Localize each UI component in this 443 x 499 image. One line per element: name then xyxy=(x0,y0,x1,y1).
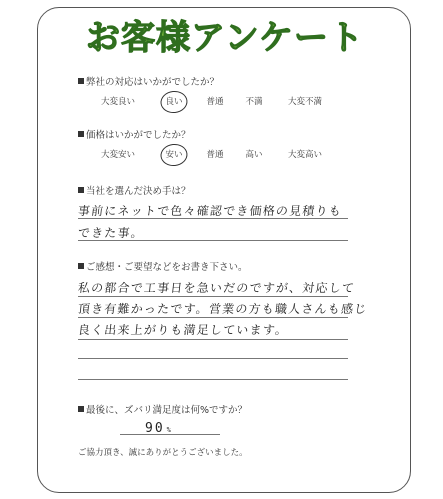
answer-rule xyxy=(78,240,348,241)
answer-rule xyxy=(78,358,348,359)
options-service xyxy=(78,93,358,111)
comment-line-1: 私の都合で工事日を急いだのですが、対応して xyxy=(77,281,356,295)
reason-line-1: 事前にネットで色々確認でき価格の見積りも xyxy=(77,204,343,218)
option-price-very-expensive[interactable]: 大変高い xyxy=(287,150,323,160)
answer-rule xyxy=(78,296,348,297)
question-satisfaction: 最後に、ズバリ満足度は何%ですか？ xyxy=(78,402,247,416)
option-service-very-dissatisfied[interactable]: 大変不満 xyxy=(287,97,323,107)
bullet-square-icon xyxy=(78,187,84,193)
answer-rule xyxy=(78,339,348,340)
answer-rule xyxy=(78,379,348,380)
option-service-average[interactable]: 普通 xyxy=(206,97,224,107)
reason-line-2: できた事。 xyxy=(77,226,145,240)
option-service-very-good[interactable]: 大変良い xyxy=(100,97,136,107)
satisfaction-rule xyxy=(120,434,220,435)
question-service: 弊社の対応はいかがでしたか？ xyxy=(78,74,219,88)
option-service-dissatisfied[interactable]: 不満 xyxy=(245,97,263,107)
comment-line-3: 良く出来上がりも満足しています。 xyxy=(77,323,289,337)
option-price-average[interactable]: 普通 xyxy=(206,150,224,160)
option-price-cheap[interactable]: 安い xyxy=(165,146,182,164)
thank-you-footer: ご協力頂き、誠にありがとうございました。 xyxy=(78,448,248,458)
answer-rule xyxy=(78,317,348,318)
question-price: 価格はいかがでしたか？ xyxy=(78,127,191,141)
bullet-square-icon xyxy=(78,131,84,137)
options-price xyxy=(78,146,358,164)
satisfaction-value: 90 xyxy=(145,421,165,436)
bullet-square-icon xyxy=(78,406,84,412)
question-comments: ご感想・ご要望などをお書き下さい。 xyxy=(78,259,248,273)
bullet-square-icon xyxy=(78,263,84,269)
bullet-square-icon xyxy=(78,78,84,84)
comment-line-2: 頂き有難かったです。営業の方も職人さんも感じ xyxy=(77,302,369,316)
answer-rule xyxy=(78,218,348,219)
option-service-good[interactable]: 良い xyxy=(165,93,182,111)
satisfaction-unit: % xyxy=(166,426,171,434)
option-price-very-cheap[interactable]: 大変安い xyxy=(100,150,136,160)
option-price-expensive[interactable]: 高い xyxy=(245,150,263,160)
page-title: お客様アンケート xyxy=(86,18,364,58)
question-reason: 当社を選んだ決め手は？ xyxy=(78,183,191,197)
